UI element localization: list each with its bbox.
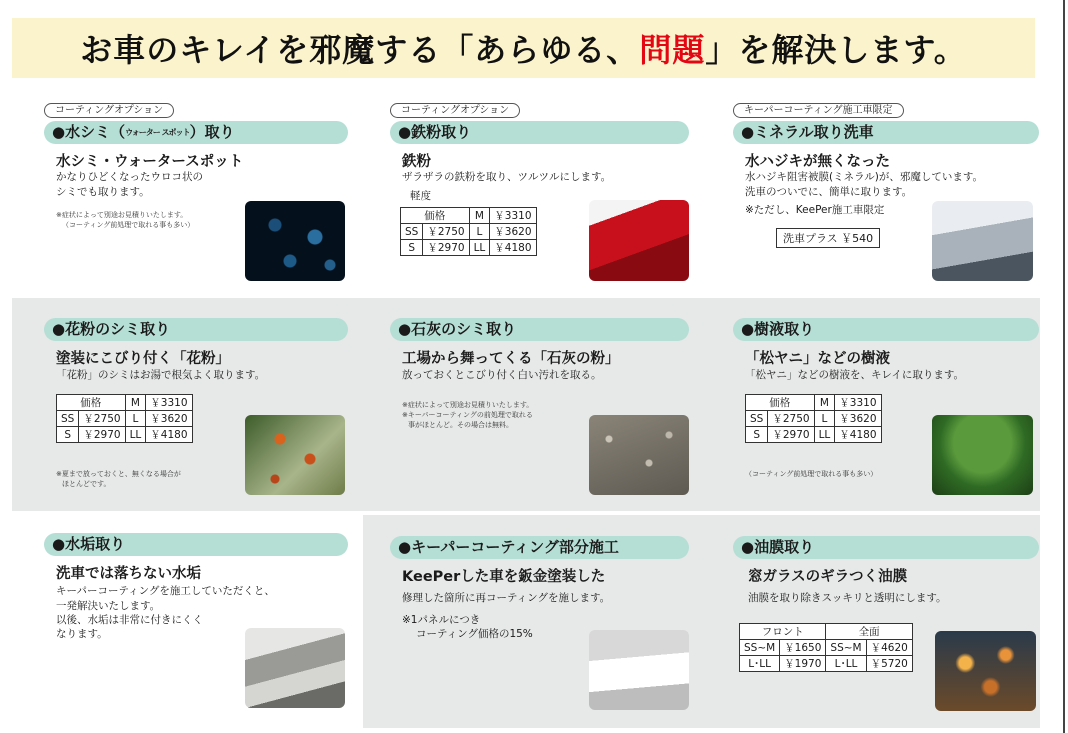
card2-body-1: ザラザラの鉄粉を取り、ツルツルにします。 — [402, 171, 612, 183]
card5-note-2: ※キーパーコーティングの前処理で取れる — [402, 411, 533, 419]
card8-title: ●キーパーコーティング部分施工 — [390, 536, 689, 559]
card3-title: ●ミネラル取り洗車 — [733, 121, 1039, 144]
card6-price-table: 価格 M ￥3310 SS ￥2750 L ￥3620 S ￥2970 LL ￥4180 — [745, 394, 882, 443]
panel-coating-photo — [589, 630, 689, 710]
card7-body-1: キーパーコーティングを施工していただくと、 — [56, 585, 275, 597]
card2-tag: コーティングオプション — [390, 103, 520, 118]
card3-tag: キーパーコーティング施工車限定 — [733, 103, 904, 118]
card3-body-3: ※ただし、KeePer施工車限定 — [745, 204, 885, 216]
card6-body-1: 「松ヤニ」などの樹液を、キレイに取ります。 — [745, 369, 965, 381]
card9-heading: 窓ガラスのギラつく油膜 — [748, 569, 908, 585]
card3-body-2: 洗車のついでに、簡単に取ります。 — [745, 186, 913, 198]
card8-body-1: 修理した箇所に再コーティングを施します。 — [402, 592, 611, 604]
card5-note-3: 事がほとんど。その場合は無料。 — [408, 421, 513, 429]
card5-note-1: ※症状によって別途お見積りいたします。 — [402, 401, 534, 409]
card5-body-1: 放っておくとこびり付く白い汚れを取る。 — [402, 369, 602, 381]
card4-title: ●花粉のシミ取り — [44, 318, 348, 341]
water-spot-photo — [245, 201, 345, 281]
card3-body-1: 水ハジキ阻害被膜(ミネラル)が、邪魔しています。 — [745, 171, 984, 183]
iron-powder-photo — [589, 200, 689, 281]
card5-title: ●石灰のシミ取り — [390, 318, 689, 341]
card1-body-2: シミでも取ります。 — [56, 186, 150, 198]
lime-stain-photo — [589, 415, 689, 495]
card6-heading: 「松ヤニ」などの樹液 — [745, 351, 890, 367]
pollen-photo — [245, 415, 345, 495]
card1-note-2: （コーティング前処理で取れる事も多い） — [62, 221, 195, 229]
card8-body-2: ※1パネルにつき — [402, 614, 481, 626]
card1-title: ●水シミ（ウォーター スポット）取り — [44, 121, 348, 144]
header-banner — [12, 18, 1035, 78]
card9-title: ●油膜取り — [733, 536, 1039, 559]
card8-body-3: コーティング価格の15% — [416, 628, 533, 640]
tree-sap-photo — [932, 415, 1033, 495]
mineral-wash-photo — [932, 201, 1033, 281]
oil-film-photo — [935, 631, 1036, 711]
card4-note-1: ※夏まで放っておくと、無くなる場合が — [56, 470, 181, 478]
card4-note-2: ほとんどです。 — [62, 480, 111, 488]
oil-film-price-table: フロント 全面 SS~M ￥1650 SS~M ￥4620 L･LL ￥1970 L･LL ￥5720 — [739, 623, 913, 672]
card2-heading: 鉄粉 — [402, 154, 431, 170]
card7-body-2: 一発解決いたします。 — [56, 600, 161, 612]
title-part-2: 」を解決します。 — [705, 31, 967, 69]
card6-note-1: （コーティング前処理で取れる事も多い） — [745, 470, 878, 478]
card7-heading: 洗車では落ちない水垢 — [56, 566, 201, 582]
card1-body-1: かなりひどくなったウロコ状の — [56, 171, 203, 183]
card3-heading: 水ハジキが無くなった — [745, 154, 890, 170]
card7-title: ●水垢取り — [44, 533, 348, 556]
card4-price-table: 価格 M ￥3310 SS ￥2750 L ￥3620 S ￥2970 LL ￥4180 — [56, 394, 193, 443]
card8-heading: KeePerした車を鈑金塗装した — [402, 569, 606, 585]
card7-body-4: なります。 — [56, 628, 108, 640]
card5-heading: 工場から舞ってくる「石灰の粉」 — [402, 351, 620, 367]
water-scale-photo — [245, 628, 345, 708]
card7-body-3: 以後、水垢は非常に付きにくく — [56, 614, 203, 626]
card3-price-box: 洗車プラス ￥540 — [776, 228, 880, 248]
card2-level: 軽度 — [410, 190, 431, 202]
card6-title: ●樹液取り — [733, 318, 1039, 341]
card2-price-table: 価格 M ￥3310 SS ￥2750 L ￥3620 S ￥2970 LL ￥4180 — [400, 207, 537, 256]
card1-heading: 水シミ・ウォータースポット — [56, 154, 244, 170]
page-title — [80, 25, 967, 71]
page-border-line — [1063, 0, 1065, 733]
card4-body-1: 「花粉」のシミはお湯で根気よく取ります。 — [56, 369, 266, 381]
card4-heading: 塗装にこびり付く「花粉」 — [56, 351, 230, 367]
card1-note-1: ※症状によって別途お見積りいたします。 — [56, 211, 188, 219]
card2-title: ●鉄粉取り — [390, 121, 689, 144]
title-part-1: お車のキレイを邪魔する「あらゆる、 — [80, 31, 640, 69]
card1-tag: コーティングオプション — [44, 103, 174, 118]
card9-body-1: 油膜を取り除きスッキリと透明にします。 — [748, 592, 947, 604]
title-highlight: 問題 — [639, 31, 706, 69]
